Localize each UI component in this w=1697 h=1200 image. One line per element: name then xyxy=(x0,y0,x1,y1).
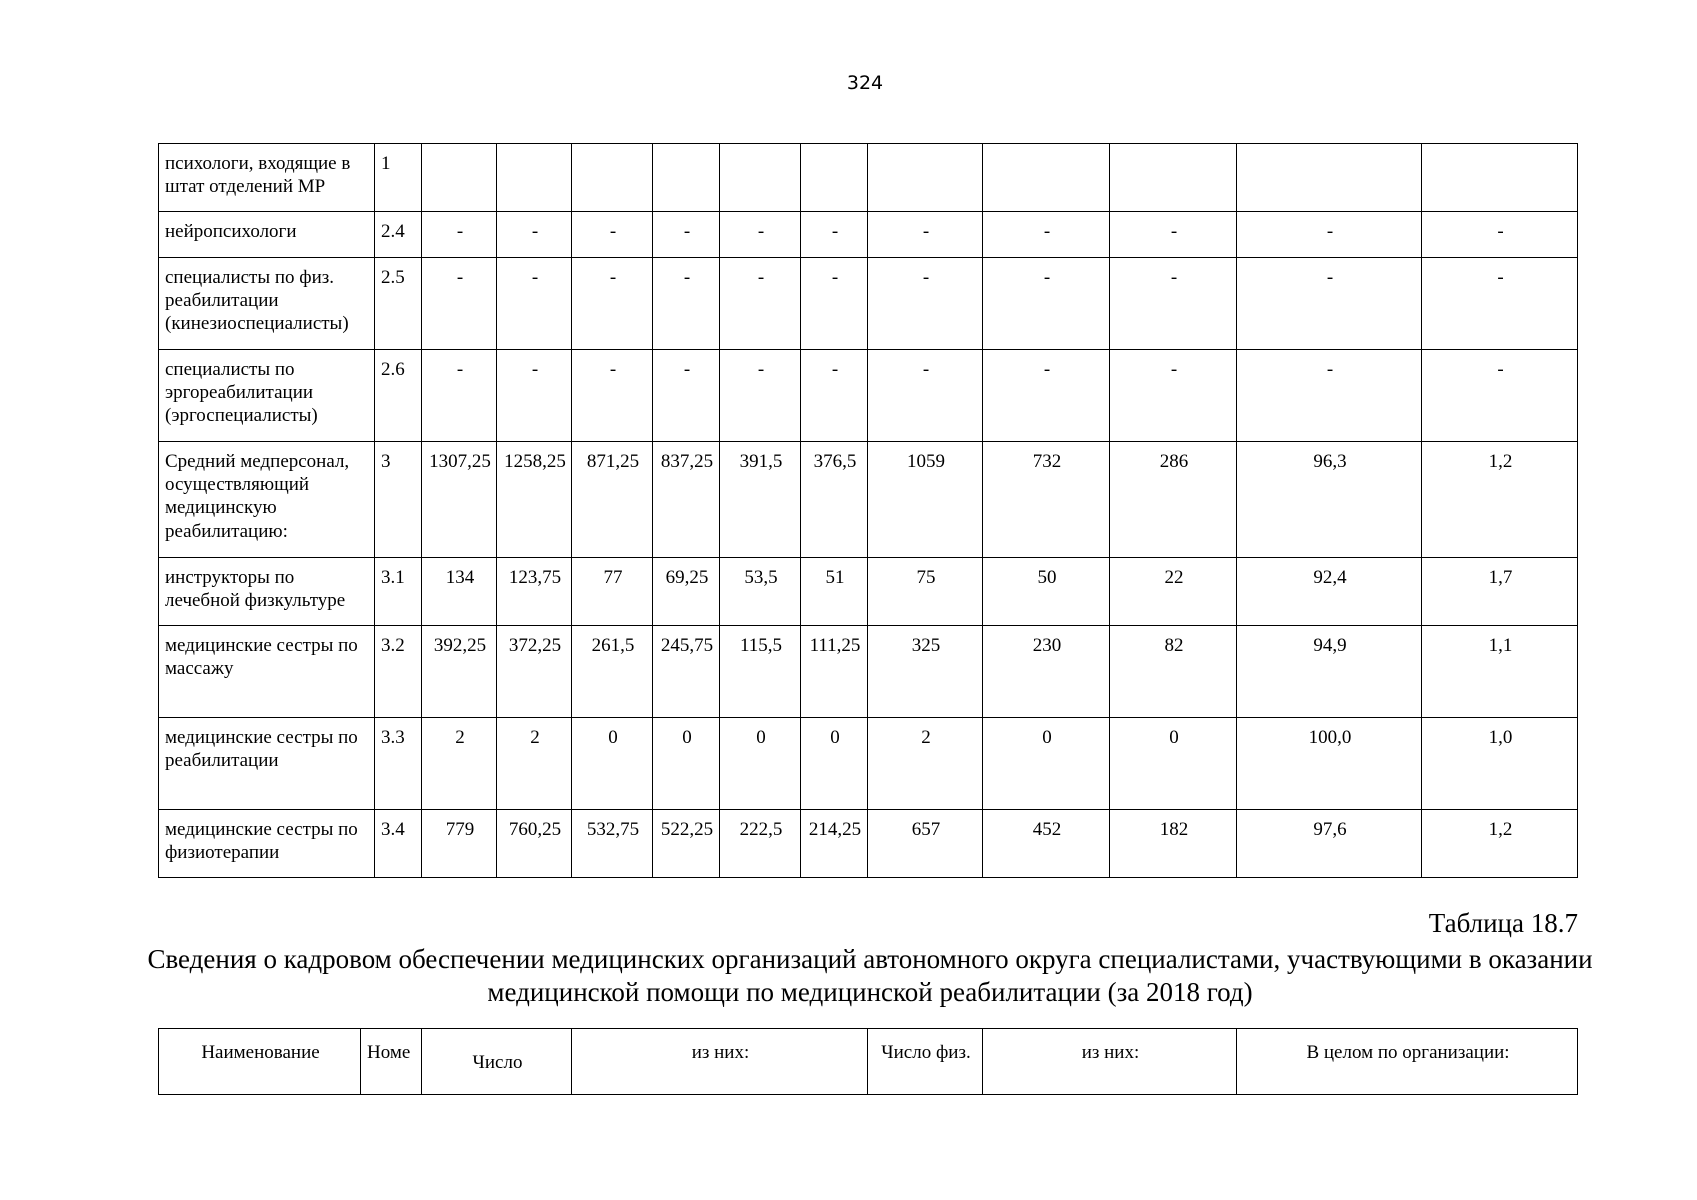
value-cell: 1258,25 xyxy=(497,442,572,558)
value-cell: 1,2 xyxy=(1422,810,1578,878)
value-cell: 134 xyxy=(422,558,497,626)
value-cell: 522,25 xyxy=(653,810,720,878)
value-cell: 837,25 xyxy=(653,442,720,558)
value-cell xyxy=(422,144,497,212)
value-cell: - xyxy=(983,350,1110,442)
value-cell: 92,4 xyxy=(1237,558,1422,626)
value-cell: - xyxy=(572,258,653,350)
value-cell: 286 xyxy=(1110,442,1237,558)
value-cell: 1,0 xyxy=(1422,718,1578,810)
value-cell: 532,75 xyxy=(572,810,653,878)
value-cell: 261,5 xyxy=(572,626,653,718)
value-cell: 0 xyxy=(801,718,868,810)
value-cell: 51 xyxy=(801,558,868,626)
value-cell: - xyxy=(801,212,868,258)
value-cell: 53,5 xyxy=(720,558,801,626)
value-cell: - xyxy=(720,212,801,258)
row-name-cell: психологи, входящие в штат отделений МР xyxy=(159,144,375,212)
table-title: Сведения о кадровом обеспечении медицинских организаций автономного округа специалистами, участвующими в оказании медицинской помощи по медицинской реабилитации (за 2018 год) xyxy=(147,944,1593,1007)
value-cell: 123,75 xyxy=(497,558,572,626)
value-cell: 97,6 xyxy=(1237,810,1422,878)
value-cell: - xyxy=(497,212,572,258)
value-cell: - xyxy=(1110,258,1237,350)
value-cell: 214,25 xyxy=(801,810,868,878)
value-cell: - xyxy=(1110,212,1237,258)
row-name-cell: медицинские сестры по физиотерапии xyxy=(159,810,375,878)
value-cell: - xyxy=(1237,350,1422,442)
value-cell: 22 xyxy=(1110,558,1237,626)
row-code-cell: 3.4 xyxy=(375,810,422,878)
value-cell: 2 xyxy=(497,718,572,810)
header-cell-number: Номе xyxy=(361,1029,422,1095)
header-cell-name: Наименование xyxy=(159,1029,361,1095)
value-cell: 50 xyxy=(983,558,1110,626)
value-cell: 1,1 xyxy=(1422,626,1578,718)
value-cell: 96,3 xyxy=(1237,442,1422,558)
value-cell: 779 xyxy=(422,810,497,878)
value-cell: 69,25 xyxy=(653,558,720,626)
value-cell: - xyxy=(653,258,720,350)
value-cell: 2 xyxy=(422,718,497,810)
value-cell: - xyxy=(1237,212,1422,258)
value-cell: - xyxy=(801,258,868,350)
value-cell xyxy=(983,144,1110,212)
value-cell: - xyxy=(1237,258,1422,350)
value-cell xyxy=(801,144,868,212)
header-cell-count: Число xyxy=(422,1029,572,1095)
table-row xyxy=(159,258,1578,350)
row-name-cell: Средний медперсонал, осуществляющий медицинскую реабилитацию: xyxy=(159,442,375,558)
row-name-cell: инструкторы по лечебной физкультуре xyxy=(159,558,375,626)
value-cell: - xyxy=(572,212,653,258)
table-row xyxy=(159,626,1578,718)
value-cell: 871,25 xyxy=(572,442,653,558)
value-cell: 0 xyxy=(983,718,1110,810)
value-cell: 2 xyxy=(868,718,983,810)
value-cell: 0 xyxy=(1110,718,1237,810)
value-cell: - xyxy=(1422,350,1578,442)
value-cell: - xyxy=(653,350,720,442)
value-cell: 325 xyxy=(868,626,983,718)
row-code-cell: 2.4 xyxy=(375,212,422,258)
row-code-cell: 2.6 xyxy=(375,350,422,442)
value-cell: - xyxy=(497,258,572,350)
row-code-cell: 3.3 xyxy=(375,718,422,810)
value-cell xyxy=(1110,144,1237,212)
value-cell: 732 xyxy=(983,442,1110,558)
table-row xyxy=(159,810,1578,878)
table-row xyxy=(159,350,1578,442)
value-cell: - xyxy=(422,212,497,258)
row-code-cell: 2.5 xyxy=(375,258,422,350)
value-cell: 392,25 xyxy=(422,626,497,718)
value-cell: 376,5 xyxy=(801,442,868,558)
header-cell-physical-count: Число физ. xyxy=(868,1029,983,1095)
value-cell: 75 xyxy=(868,558,983,626)
value-cell: 230 xyxy=(983,626,1110,718)
value-cell: - xyxy=(572,350,653,442)
row-name-cell: нейропсихологи xyxy=(159,212,375,258)
value-cell: - xyxy=(801,350,868,442)
value-cell: 760,25 xyxy=(497,810,572,878)
value-cell: 77 xyxy=(572,558,653,626)
value-cell: - xyxy=(720,350,801,442)
value-cell xyxy=(720,144,801,212)
header-cell-organization-total: В целом по организации: xyxy=(1237,1029,1578,1095)
value-cell: 115,5 xyxy=(720,626,801,718)
row-name-cell: специалисты по эргореабилитации (эргоспециалисты) xyxy=(159,350,375,442)
value-cell: 222,5 xyxy=(720,810,801,878)
value-cell: - xyxy=(653,212,720,258)
row-code-cell: 3 xyxy=(375,442,422,558)
row-name-cell: специалисты по физ. реабилитации (кинезиоспециалисты) xyxy=(159,258,375,350)
value-cell: - xyxy=(422,350,497,442)
value-cell: 1,2 xyxy=(1422,442,1578,558)
value-cell: 82 xyxy=(1110,626,1237,718)
table-row xyxy=(159,212,1578,258)
value-cell xyxy=(653,144,720,212)
value-cell: 391,5 xyxy=(720,442,801,558)
table-header-row xyxy=(159,1029,1578,1095)
value-cell: - xyxy=(422,258,497,350)
value-cell: 1,7 xyxy=(1422,558,1578,626)
value-cell: 372,25 xyxy=(497,626,572,718)
value-cell: 94,9 xyxy=(1237,626,1422,718)
value-cell: - xyxy=(720,258,801,350)
value-cell: - xyxy=(868,212,983,258)
value-cell xyxy=(1422,144,1578,212)
table-row xyxy=(159,718,1578,810)
header-cell-of-them-2: из них: xyxy=(983,1029,1237,1095)
value-cell: 1059 xyxy=(868,442,983,558)
row-name-cell: медицинские сестры по массажу xyxy=(159,626,375,718)
row-code-cell: 3.1 xyxy=(375,558,422,626)
value-cell: - xyxy=(983,212,1110,258)
value-cell: 1307,25 xyxy=(422,442,497,558)
value-cell xyxy=(868,144,983,212)
staffing-table-18-7-header xyxy=(158,1028,1578,1095)
value-cell: 100,0 xyxy=(1237,718,1422,810)
table-number-label: Таблица 18.7 xyxy=(1428,908,1578,938)
row-name-cell: медицинские сестры по реабилитации xyxy=(159,718,375,810)
page-number: 324 xyxy=(846,72,884,94)
value-cell: - xyxy=(1422,258,1578,350)
value-cell: - xyxy=(1110,350,1237,442)
value-cell: 657 xyxy=(868,810,983,878)
value-cell: 0 xyxy=(653,718,720,810)
row-code-cell: 1 xyxy=(375,144,422,212)
value-cell xyxy=(497,144,572,212)
row-code-cell: 3.2 xyxy=(375,626,422,718)
value-cell: - xyxy=(983,258,1110,350)
value-cell: 0 xyxy=(720,718,801,810)
value-cell: - xyxy=(1422,212,1578,258)
value-cell: 452 xyxy=(983,810,1110,878)
value-cell xyxy=(1237,144,1422,212)
value-cell xyxy=(572,144,653,212)
table-row xyxy=(159,442,1578,558)
header-cell-of-them: из них: xyxy=(572,1029,868,1095)
value-cell: - xyxy=(497,350,572,442)
value-cell: 111,25 xyxy=(801,626,868,718)
value-cell: - xyxy=(868,258,983,350)
table-row xyxy=(159,144,1578,212)
value-cell: 245,75 xyxy=(653,626,720,718)
value-cell: 0 xyxy=(572,718,653,810)
value-cell: - xyxy=(868,350,983,442)
table-row xyxy=(159,558,1578,626)
value-cell: 182 xyxy=(1110,810,1237,878)
staffing-table-continued xyxy=(158,143,1578,878)
